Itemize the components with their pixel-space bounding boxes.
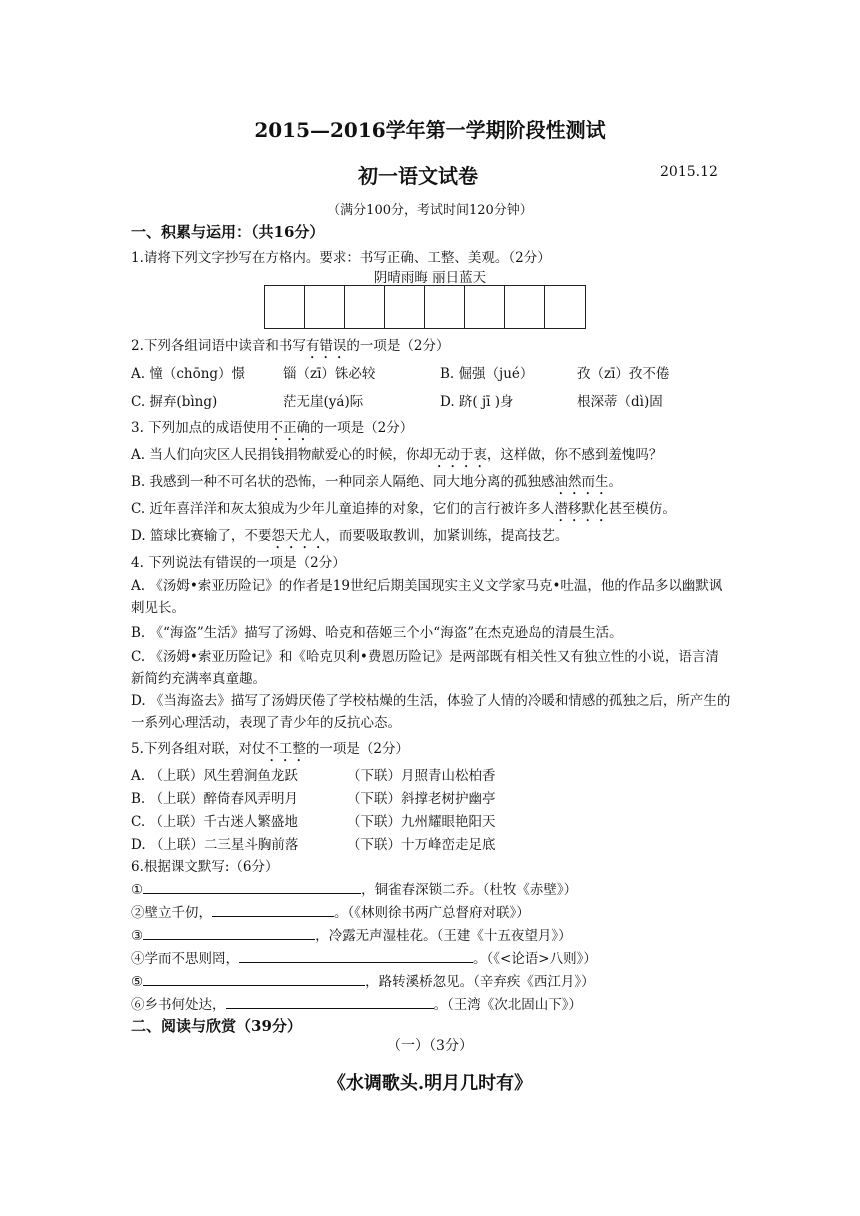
q6-item-2 (131, 901, 530, 921)
q6-item-6 (131, 993, 582, 1013)
q6-item-1-pre: ① (131, 882, 144, 898)
q5-option-c-upper: C. （上联）千古迷人繁盛地 (131, 814, 298, 830)
q6-item-4-post: 。（《<论语>八则》） (473, 951, 597, 967)
q3-c-post: 甚至模仿。 (608, 501, 676, 517)
grid-cell[interactable] (425, 286, 465, 328)
q3-option-a (131, 443, 662, 471)
section-1-title: 一、积累与运用：（共16分） (131, 223, 325, 241)
q3-a-pre: A. 当人们向灾区人民捐钱捐物献爱心的时候，你却 (131, 447, 433, 463)
q6-item-6-post: 。（王湾《次北固山下》） (433, 997, 582, 1013)
q3-pre: 3. 下列加点的成语使用 (131, 420, 270, 436)
grid-cell[interactable] (505, 286, 545, 328)
q6-item-2-post: 。（《林则徐书两广总督府对联》） (334, 905, 530, 921)
grid-cell[interactable] (545, 286, 585, 328)
q6-item-5-pre: ⑤ (131, 974, 144, 990)
q5-option-d-lower: （下联）十万峰峦走足底 (347, 837, 496, 853)
fill-in-blank[interactable] (226, 994, 434, 1009)
q5-option-a-upper: A. （上联）风生碧涧鱼龙跃 (131, 768, 298, 784)
q2-stem (131, 334, 449, 362)
q5-pre: 5.下列各组对联，对仗 (131, 741, 266, 757)
fill-in-blank[interactable] (143, 925, 315, 940)
q3-option-d (131, 524, 568, 552)
fill-in-blank[interactable] (143, 879, 361, 894)
poem-title: 《水调歌头.明月几时有》 (327, 1073, 533, 1094)
q5-option-b-lower: （下联）斜撑老树护幽亭 (347, 791, 496, 807)
exam-title: 2015—2016学年第一学期阶段性测试 (254, 118, 606, 142)
writing-grid[interactable] (264, 285, 586, 329)
q5-option-d-upper: D. （上联）二三星斗胸前落 (131, 837, 299, 853)
q3-b-post: 。 (608, 474, 623, 490)
fill-in-blank[interactable] (239, 948, 473, 963)
reading-part-label: （一）（3分） (387, 1038, 473, 1054)
q2-option-b2: 孜（zī）孜不倦 (577, 366, 670, 382)
q5-stem (131, 737, 409, 765)
q2-option-a1: A. 憧（chōng）憬 (131, 366, 246, 382)
q2-pre: 2.下列各组词语中读音和书写 (131, 338, 306, 354)
q6-item-1-post: ，铜雀春深锁二乔。（杜牧《赤壁》） (361, 882, 578, 898)
exam-note: （满分100分，考试时间120分钟） (327, 203, 533, 218)
grid-cell[interactable] (265, 286, 305, 328)
q3-d-pre: D. 篮球比赛输了，不要 (131, 528, 272, 544)
q6-stem: 6.根据课文默写:（6分） (131, 859, 279, 875)
q6-item-3-post: ，冷露无声湿桂花。（王建《十五夜望月》） (315, 928, 572, 944)
q5-dotted: 不工整 (265, 741, 306, 757)
q6-item-3-pre: ③ (131, 928, 144, 944)
q6-item-5 (131, 970, 595, 990)
q5-option-a-lower: （下联）月照青山松柏香 (347, 768, 496, 784)
q5-option-c-lower: （下联）九州耀眼艳阳天 (347, 814, 496, 830)
q4-option-b: B. 《“海盗”生活》描写了汤姆、哈克和蓓姬三个小“海盗”在杰克逊岛的清晨生活。 (131, 625, 623, 641)
grid-cell[interactable] (345, 286, 385, 328)
q2-option-d1: D. 跻( jī )身 (440, 394, 514, 410)
q1-copy-text: 阴晴雨晦 丽日蓝天 (373, 270, 487, 286)
q6-item-4 (131, 947, 597, 967)
q3-post: 的一项是（2分） (310, 420, 414, 436)
q2-dotted: 有错误 (305, 338, 347, 354)
grid-cell[interactable] (385, 286, 425, 328)
q3-d-idiom: 怨天尤人 (271, 528, 326, 544)
q2-option-c1: C. 摒弃(bìng) (131, 394, 218, 410)
q5-post: 的一项是（2分） (305, 741, 409, 757)
grid-cell[interactable] (465, 286, 505, 328)
q4-option-c: C. 《汤姆•索亚历险记》和《哈克贝利•费恩历险记》是两部既有相关性又有独立性的小说，语言清新简约充满率真童趣。 (131, 649, 719, 687)
q2-option-b1: B. 倔强（jué） (440, 366, 534, 382)
fill-in-blank[interactable] (143, 971, 365, 986)
section-2-title: 二、阅读与欣赏（39分） (131, 1017, 302, 1035)
q5-option-b-upper: B. （上联）醉倚春风弄明月 (131, 791, 299, 807)
q3-b-idiom: 油然而生 (554, 474, 609, 490)
q3-a-idiom: 无动于衷 (432, 447, 487, 463)
q3-dotted: 不正确 (269, 420, 311, 436)
q4-option-a: A. 《汤姆•索亚历险记》的作者是19世纪后期美国现实主义文学家马克•吐温，他的作品多以幽默讽刺见长。 (131, 578, 723, 616)
q6-item-2-pre: ②壁立千仞， (131, 905, 212, 921)
q2-option-a2: 锱（zī）铢必较 (283, 366, 376, 382)
q3-d-post: ，而要吸取教训，加紧训练，提高技艺。 (325, 528, 569, 544)
q6-item-1 (131, 878, 577, 898)
q2-post: 的一项是（2分） (346, 338, 450, 354)
q4-stem: 4. 下列说法有错误的一项是（2分） (131, 555, 346, 571)
q3-c-pre: C. 近年喜洋洋和灰太狼成为少年儿童追捧的对象，它们的言行被许多人 (131, 501, 555, 517)
q3-option-b (131, 470, 622, 498)
q4-option-d: D. 《当海盗去》描写了汤姆厌倦了学校枯燥的生活，体验了人情的冷暖和情感的孤独之后，所产生的一系列心理活动，表现了青少年的反抗心态。 (131, 693, 731, 731)
q6-item-6-pre: ⑥乡书何处达， (131, 997, 226, 1013)
q3-option-c (131, 497, 676, 525)
grid-cell[interactable] (305, 286, 345, 328)
exam-subtitle: 初一语文试卷 (358, 164, 478, 188)
q1-text: 1.请将下列文字抄写在方格内。要求：书写正确、工整、美观。（2分） (131, 250, 551, 266)
q6-item-3 (131, 924, 572, 944)
fill-in-blank[interactable] (212, 902, 334, 917)
q6-item-5-post: ，路转溪桥忽见。（辛弃疾《西江月》） (365, 974, 595, 990)
q3-a-post: ，这样做，你不感到羞愧吗？ (486, 447, 663, 463)
q2-option-c2: 茫无崖(yá)际 (283, 394, 364, 410)
q2-option-d2: 根深蒂（dì)固 (577, 394, 663, 410)
q3-b-pre: B. 我感到一种不可名状的恐怖，一种同亲人隔绝、同大地分离的孤独感 (131, 474, 555, 490)
q6-item-4-pre: ④学而不思则罔， (131, 951, 239, 967)
exam-date: 2015.12 (660, 164, 718, 180)
q3-stem (131, 416, 413, 444)
q3-c-idiom: 潜移默化 (554, 501, 609, 517)
